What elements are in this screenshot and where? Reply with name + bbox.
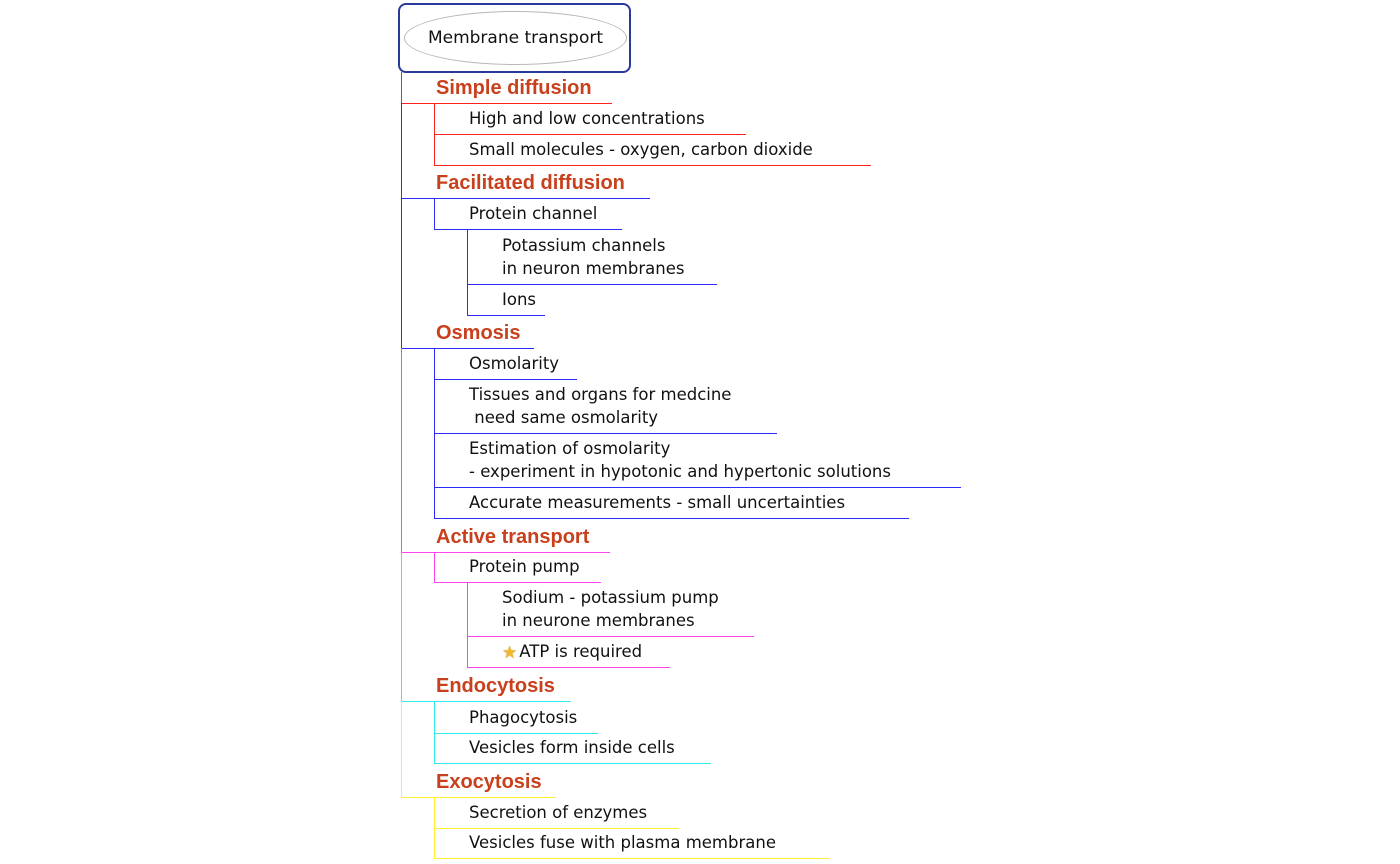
- node-label: High and low concentrations: [469, 109, 705, 128]
- root-node[interactable]: [398, 3, 631, 73]
- branch-label: Endocytosis: [436, 675, 555, 697]
- branch-label: Exocytosis: [436, 771, 542, 793]
- node-secretion-enzymes[interactable]: [434, 797, 679, 829]
- branch-label: Osmosis: [436, 322, 521, 344]
- branch-exocytosis[interactable]: [401, 701, 556, 798]
- node-label: Vesicles fuse with plasma membrane: [469, 833, 776, 852]
- branch-label: Facilitated diffusion: [436, 172, 625, 194]
- branch-osmosis[interactable]: [401, 198, 537, 349]
- node-label: Phagocytosis: [469, 708, 578, 727]
- node-label: Sodium - potassium pump in neurone membranes: [502, 588, 719, 630]
- star-icon: ★: [502, 643, 518, 663]
- node-label: ATP is required: [519, 642, 643, 661]
- node-label: Ions: [502, 290, 537, 309]
- root-label: Membrane transport: [404, 11, 627, 65]
- node-label: Potassium channels in neuron membranes: [502, 236, 685, 278]
- branch-active-transport[interactable]: [401, 348, 610, 553]
- branch-label: Simple diffusion: [436, 77, 592, 99]
- node-label: Estimation of osmolarity - experiment in hypotonic and hypertonic solutions: [469, 439, 891, 481]
- node-label: Small molecules - oxygen, carbon dioxide: [469, 140, 813, 159]
- branch-endocytosis[interactable]: [401, 552, 571, 702]
- node-label: Vesicles form inside cells: [469, 738, 675, 757]
- node-vesicles-fuse[interactable]: [434, 828, 829, 859]
- node-label: Tissues and organs for medcine need same osmolarity: [469, 385, 732, 427]
- branch-simple-diffusion[interactable]: [401, 72, 612, 104]
- node-label: Secretion of enzymes: [469, 803, 648, 822]
- branch-label: Active transport: [436, 526, 590, 548]
- node-label: Protein channel: [469, 204, 598, 223]
- node-label: Accurate measurements - small uncertainties: [469, 493, 846, 512]
- node-label: Protein pump: [469, 557, 580, 576]
- node-label: Osmolarity: [469, 354, 560, 373]
- branch-facilitated-diffusion[interactable]: [401, 103, 650, 199]
